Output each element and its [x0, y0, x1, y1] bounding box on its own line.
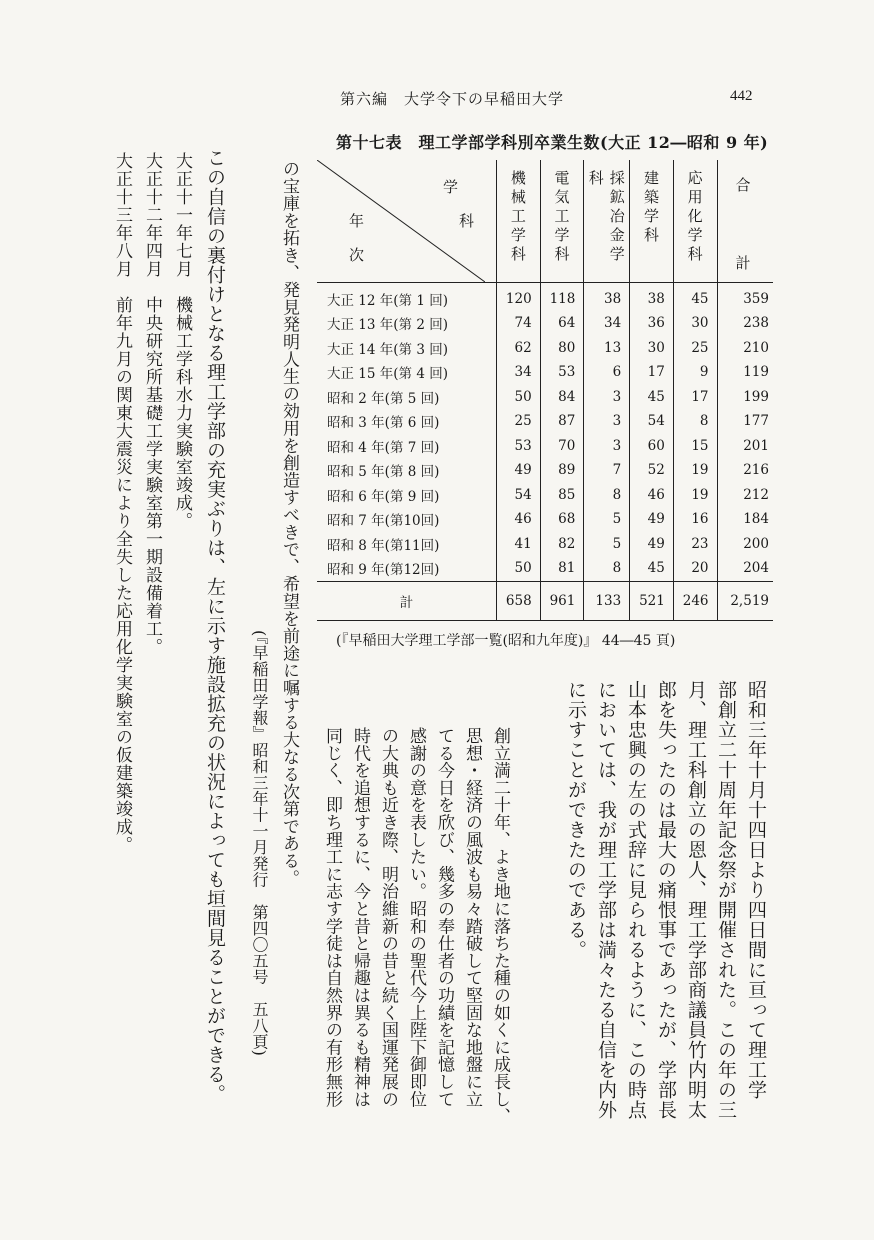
- table-cell: 49: [497, 458, 541, 483]
- table-cell: 118: [540, 282, 584, 311]
- table-cell: 80: [540, 336, 584, 361]
- row-label: 昭和 6 年(第 9 回): [327, 488, 440, 505]
- table-title: 第十七表 理工学部学科別卒業生数(大正 12―昭和 9 年): [336, 133, 769, 152]
- quote-column: てる今日を欣び、幾多の奉仕者の功績を記憶して: [434, 727, 454, 1108]
- quote-column: 思想・経済の風波も易々踏破して堅固な地盤に立: [462, 727, 482, 1108]
- row-total: 216: [717, 458, 773, 483]
- table-row: [317, 360, 773, 385]
- row-total: 212: [717, 483, 773, 508]
- grand-total: 2,519: [717, 581, 773, 620]
- table-cell: 15: [673, 434, 717, 459]
- table-body: [317, 282, 773, 620]
- table-cell: 19: [673, 483, 717, 508]
- table-row: [317, 483, 773, 508]
- table-cell: 49: [630, 532, 674, 557]
- sum-cell: 133: [584, 581, 630, 620]
- table-cell: 54: [630, 409, 674, 434]
- row-total: 119: [717, 360, 773, 385]
- row-total: 177: [717, 409, 773, 434]
- quote-column: 同じく、即ち理工に志す学徒は自然界の有形無形: [322, 727, 342, 1108]
- row-label: 大正 12 年(第 1 回): [327, 292, 448, 309]
- table-cell: 89: [540, 458, 584, 483]
- table-cell: 120: [497, 282, 541, 311]
- chronology-date: 大正十三年八月: [112, 152, 132, 278]
- chronology-event: 機械工学科水力実験室竣成。: [172, 296, 192, 530]
- chronology-event: 中央研究所基礎工学実験室第一期設備着工。: [142, 296, 162, 656]
- table-cell: 62: [497, 336, 541, 361]
- table-cell: 45: [673, 282, 717, 311]
- body-column: 昭和三年十月十四日より四日間に亘って理工学: [745, 680, 767, 1100]
- table-cell: 53: [497, 434, 541, 459]
- table-row: [317, 409, 773, 434]
- corner-dept-label-2: 科: [459, 212, 475, 230]
- sum-label: 計: [317, 581, 497, 620]
- row-label: 昭和 2 年(第 5 回): [327, 390, 440, 407]
- table-cell: 17: [673, 385, 717, 410]
- table-cell: 16: [673, 507, 717, 532]
- table-cell: 25: [497, 409, 541, 434]
- table-cell: 17: [630, 360, 674, 385]
- body-column: においては、我が理工学部は満々たる自信を内外: [595, 680, 617, 1120]
- table-cell: 45: [630, 556, 674, 581]
- corner-dept-label-1: 学: [443, 178, 459, 196]
- chronology-event: 前年九月の関東大震災により全失した応用化学実験室の仮建築竣成。: [112, 296, 132, 854]
- table-cell: 36: [630, 311, 674, 336]
- table-cell: 49: [630, 507, 674, 532]
- dept-header-mining: 採鉱冶金学科: [584, 160, 630, 282]
- table-cell: 82: [540, 532, 584, 557]
- table-row: [317, 458, 773, 483]
- row-total: 200: [717, 532, 773, 557]
- body-column: 月、理工科創立の恩人、理工学部商議員竹内明太: [685, 680, 707, 1120]
- table-cell: 20: [673, 556, 717, 581]
- graduates-table: [317, 160, 773, 621]
- row-total: 199: [717, 385, 773, 410]
- row-total: 201: [717, 434, 773, 459]
- dept-header-architecture: 建築学科: [630, 160, 674, 282]
- body-column: に示すことができたのである。: [565, 680, 587, 960]
- dept-header-applied-chemistry: 応用化学科: [673, 160, 717, 282]
- sum-cell: 246: [673, 581, 717, 620]
- table-cell: 8: [584, 556, 630, 581]
- sum-cell: 658: [497, 581, 541, 620]
- body-column: 山本忠興の左の式辞に見られるように、この時点: [625, 680, 647, 1120]
- chronology-date: 大正十一年七月: [172, 152, 192, 278]
- table-cell: 70: [540, 434, 584, 459]
- body-column: 郎を失ったのは最大の痛恨事であったが、学部長: [655, 680, 677, 1120]
- table-cell: 68: [540, 507, 584, 532]
- table-row: [317, 434, 773, 459]
- table-cell: 13: [584, 336, 630, 361]
- table-cell: 23: [673, 532, 717, 557]
- sum-row: [317, 581, 773, 620]
- table-cell: 8: [584, 483, 630, 508]
- table-row: [317, 532, 773, 557]
- corner-year-label-2: 次: [349, 246, 365, 264]
- row-label: 昭和 3 年(第 6 回): [327, 415, 440, 432]
- row-label: 大正 14 年(第 3 回): [327, 341, 448, 358]
- chronology-date: 大正十二年四月: [142, 152, 162, 278]
- table-cell: 9: [673, 360, 717, 385]
- table-cell: 41: [497, 532, 541, 557]
- table-cell: 53: [540, 360, 584, 385]
- row-total: 359: [717, 282, 773, 311]
- table-cell: 60: [630, 434, 674, 459]
- table-cell: 34: [584, 311, 630, 336]
- table-cell: 34: [497, 360, 541, 385]
- table-cell: 25: [673, 336, 717, 361]
- table-cell: 38: [584, 282, 630, 311]
- row-label: 昭和 9 年(第12回): [327, 562, 440, 579]
- table-row: [317, 507, 773, 532]
- table-source: (『早稲田大学理工学部一覧(昭和九年度)』 44―45 頁): [336, 633, 676, 649]
- row-total: 238: [717, 311, 773, 336]
- table-row: [317, 556, 773, 581]
- table-cell: 46: [630, 483, 674, 508]
- table-cell: 5: [584, 507, 630, 532]
- quote-column: の宝庫を拓き、発見発明人生の効用を創造すべきで、希望を前途に嘱する大なる次第である。: [279, 160, 299, 887]
- table-header-row: [317, 160, 773, 282]
- table-cell: 81: [540, 556, 584, 581]
- table-cell: 3: [584, 434, 630, 459]
- row-label: 昭和 8 年(第11回): [327, 537, 440, 554]
- table-cell: 5: [584, 532, 630, 557]
- row-label: 昭和 4 年(第 7 回): [327, 439, 440, 456]
- table-cell: 30: [630, 336, 674, 361]
- table-cell: 45: [630, 385, 674, 410]
- table-cell: 3: [584, 385, 630, 410]
- sum-cell: 961: [540, 581, 584, 620]
- dept-header-mechanical: 機械工学科: [497, 160, 541, 282]
- row-label: 昭和 5 年(第 8 回): [327, 464, 440, 481]
- quote-column: の大典も近き際、明治維新の昔と続く国運発展の: [378, 727, 398, 1108]
- table-cell: 54: [497, 483, 541, 508]
- table-cell: 74: [497, 311, 541, 336]
- quote-column: 感謝の意を表したい。昭和の聖代今上陛下御即位: [406, 727, 426, 1108]
- table-cell: 8: [673, 409, 717, 434]
- row-label: 大正 15 年(第 4 回): [327, 366, 448, 383]
- table-cell: 87: [540, 409, 584, 434]
- body-column: 部創立二十周年記念祭が開催された。この年の三: [715, 680, 737, 1120]
- quote-column: 創立満二十年、よき地に落ちた種の如くに成長し、: [490, 727, 510, 1125]
- corner-year-label-1: 年: [349, 212, 365, 230]
- section-title: 第六編 大学令下の早稲田大学: [340, 90, 565, 108]
- quote-column: 時代を追想するに、今と昔と帰趣は異るも精神は: [350, 727, 370, 1108]
- row-label: 大正 13 年(第 2 回): [327, 317, 448, 334]
- table-cell: 64: [540, 311, 584, 336]
- total-header: 合 計: [717, 160, 773, 282]
- table-cell: 46: [497, 507, 541, 532]
- table-row: [317, 385, 773, 410]
- table-cell: 84: [540, 385, 584, 410]
- body-after-column: この自信の裏付けとなる理工学部の充実ぶりは、左に示す施設拡充の状況によっても垣間見ることができる。: [204, 148, 226, 1104]
- row-total: 210: [717, 336, 773, 361]
- row-label: 昭和 7 年(第10回): [327, 513, 440, 530]
- quote-source: (『早稲田学報』昭和三年十一月発行 第四〇五号 五八頁): [250, 630, 269, 1057]
- table-cell: 30: [673, 311, 717, 336]
- table-cell: 6: [584, 360, 630, 385]
- table-row: [317, 311, 773, 336]
- table-corner-cell: [317, 160, 497, 282]
- table-cell: 50: [497, 556, 541, 581]
- table-cell: 85: [540, 483, 584, 508]
- sum-cell: 521: [630, 581, 674, 620]
- table-row: [317, 282, 773, 311]
- table-row: [317, 336, 773, 361]
- table-cell: 3: [584, 409, 630, 434]
- dept-header-electrical: 電気工学科: [540, 160, 584, 282]
- row-total: 204: [717, 556, 773, 581]
- table-cell: 38: [630, 282, 674, 311]
- row-total: 184: [717, 507, 773, 532]
- table-cell: 7: [584, 458, 630, 483]
- page-number: 442: [730, 88, 753, 104]
- table-cell: 52: [630, 458, 674, 483]
- table-cell: 19: [673, 458, 717, 483]
- table-cell: 50: [497, 385, 541, 410]
